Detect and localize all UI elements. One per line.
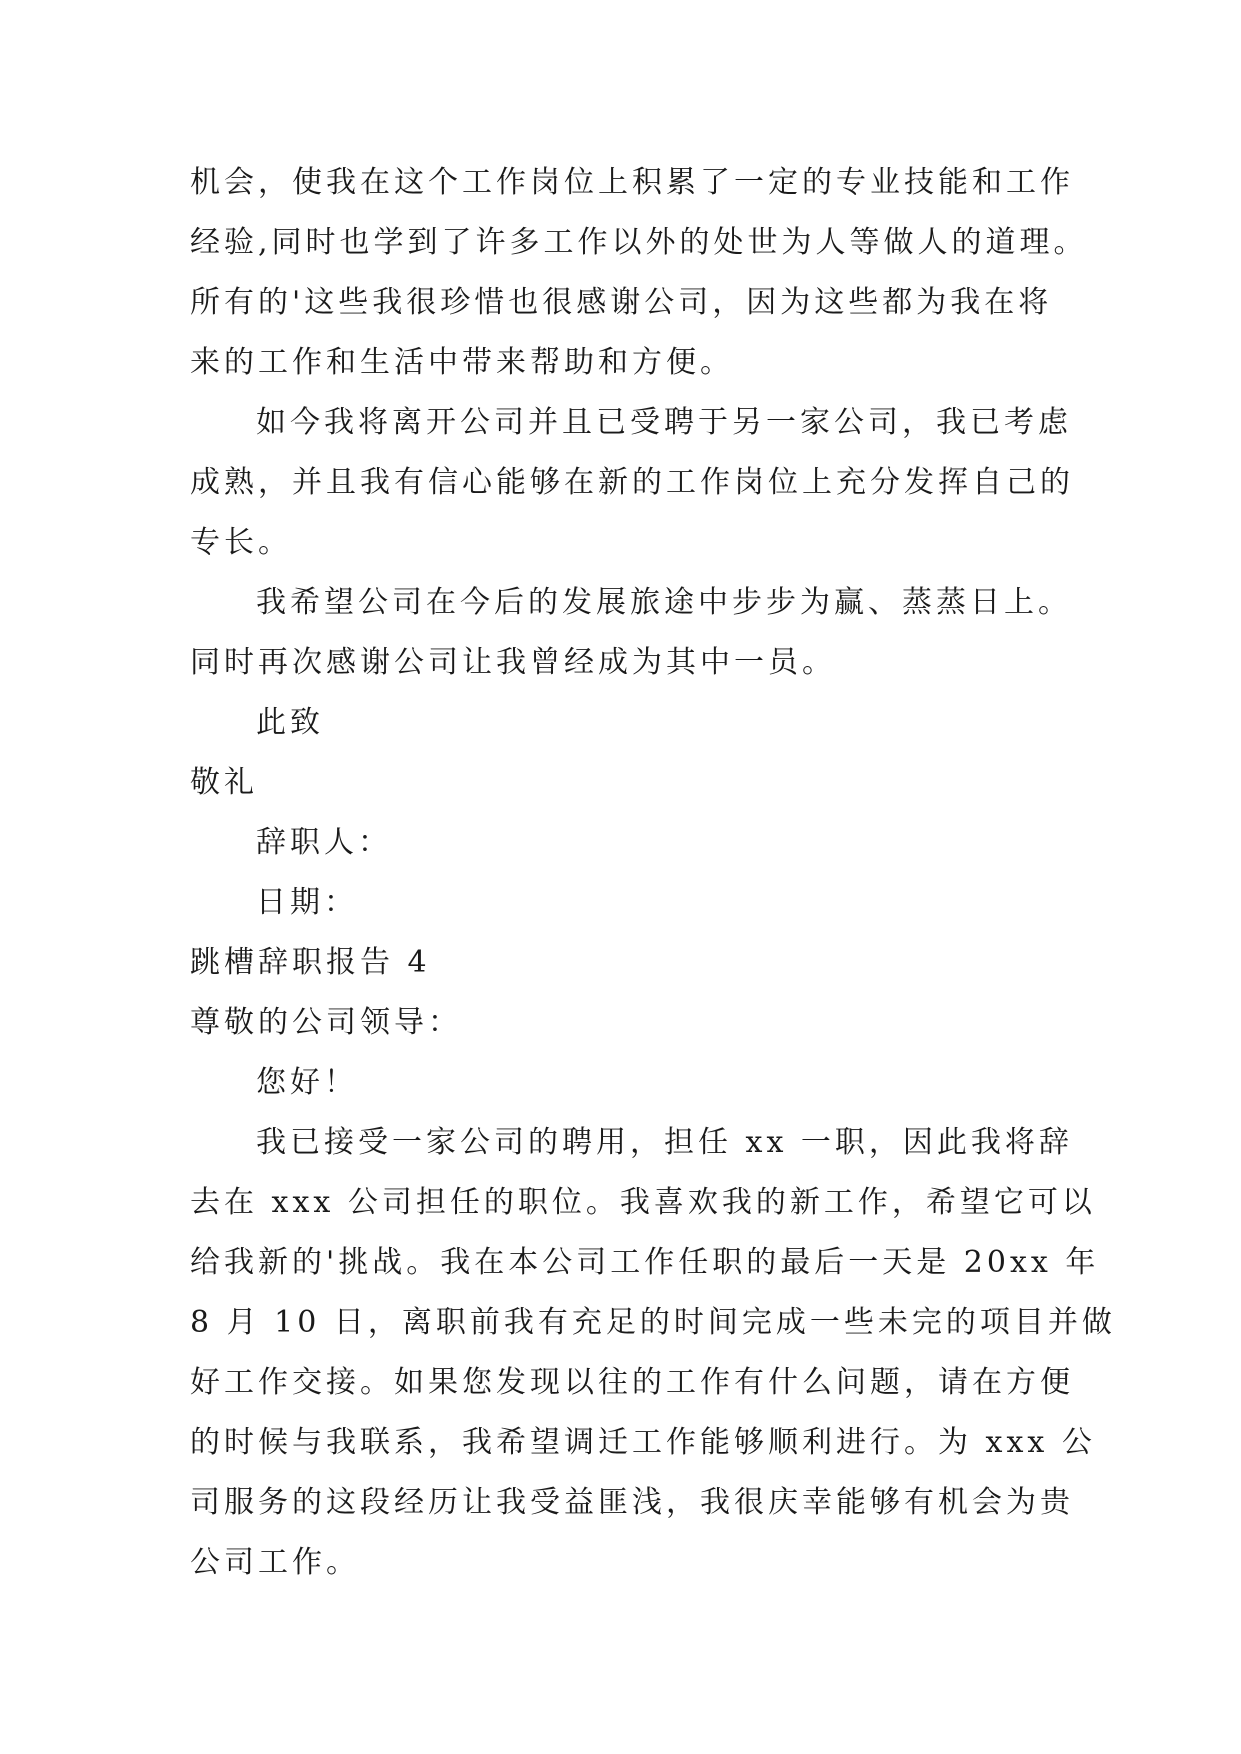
text-line: 同时再次感谢公司让我曾经成为其中一员。 bbox=[190, 645, 836, 680]
greeting-recipient: 尊敬的公司领导： bbox=[190, 1005, 462, 1040]
date-label: 日期： bbox=[256, 885, 358, 920]
text-line: 给我新的'挑战。我在本公司工作任职的最后一天是 20xx 年 bbox=[190, 1245, 1100, 1280]
closing-salutation: 此致 bbox=[256, 705, 324, 740]
text-line: 好工作交接。如果您发现以往的工作有什么问题，请在方便 bbox=[190, 1365, 1074, 1400]
text-line: 我已接受一家公司的聘用，担任 xx 一职，因此我将辞 bbox=[256, 1125, 1073, 1160]
closing-regards: 敬礼 bbox=[190, 765, 258, 800]
text-line: 经验,同时也学到了许多工作以外的处世为人等做人的道理。 bbox=[190, 225, 1088, 260]
text-line: 来的工作和生活中带来帮助和方便。 bbox=[190, 345, 734, 380]
text-line: 公司工作。 bbox=[190, 1545, 360, 1580]
text-line: 我希望公司在今后的发展旅途中步步为赢、蒸蒸日上。 bbox=[256, 585, 1072, 620]
text-line: 专长。 bbox=[190, 525, 292, 560]
text-line: 机会，使我在这个工作岗位上积累了一定的专业技能和工作 bbox=[190, 165, 1074, 200]
section-title: 跳槽辞职报告 4 bbox=[190, 945, 431, 980]
text-line: 去在 xxx 公司担任的职位。我喜欢我的新工作，希望它可以 bbox=[190, 1185, 1096, 1220]
greeting: 您好！ bbox=[256, 1065, 358, 1100]
text-line: 8 月 10 日，离职前我有充足的时间完成一些未完的项目并做 bbox=[190, 1305, 1116, 1340]
text-line: 的时候与我联系，我希望调迁工作能够顺利进行。为 xxx 公 bbox=[190, 1425, 1096, 1460]
signature-label: 辞职人： bbox=[256, 825, 392, 860]
text-line: 成熟，并且我有信心能够在新的工作岗位上充分发挥自己的 bbox=[190, 465, 1074, 500]
text-line: 如今我将离开公司并且已受聘于另一家公司，我已考虑 bbox=[256, 405, 1072, 440]
text-line: 所有的'这些我很珍惜也很感谢公司，因为这些都为我在将 bbox=[190, 285, 1053, 320]
text-line: 司服务的这段经历让我受益匪浅，我很庆幸能够有机会为贵 bbox=[190, 1485, 1074, 1520]
